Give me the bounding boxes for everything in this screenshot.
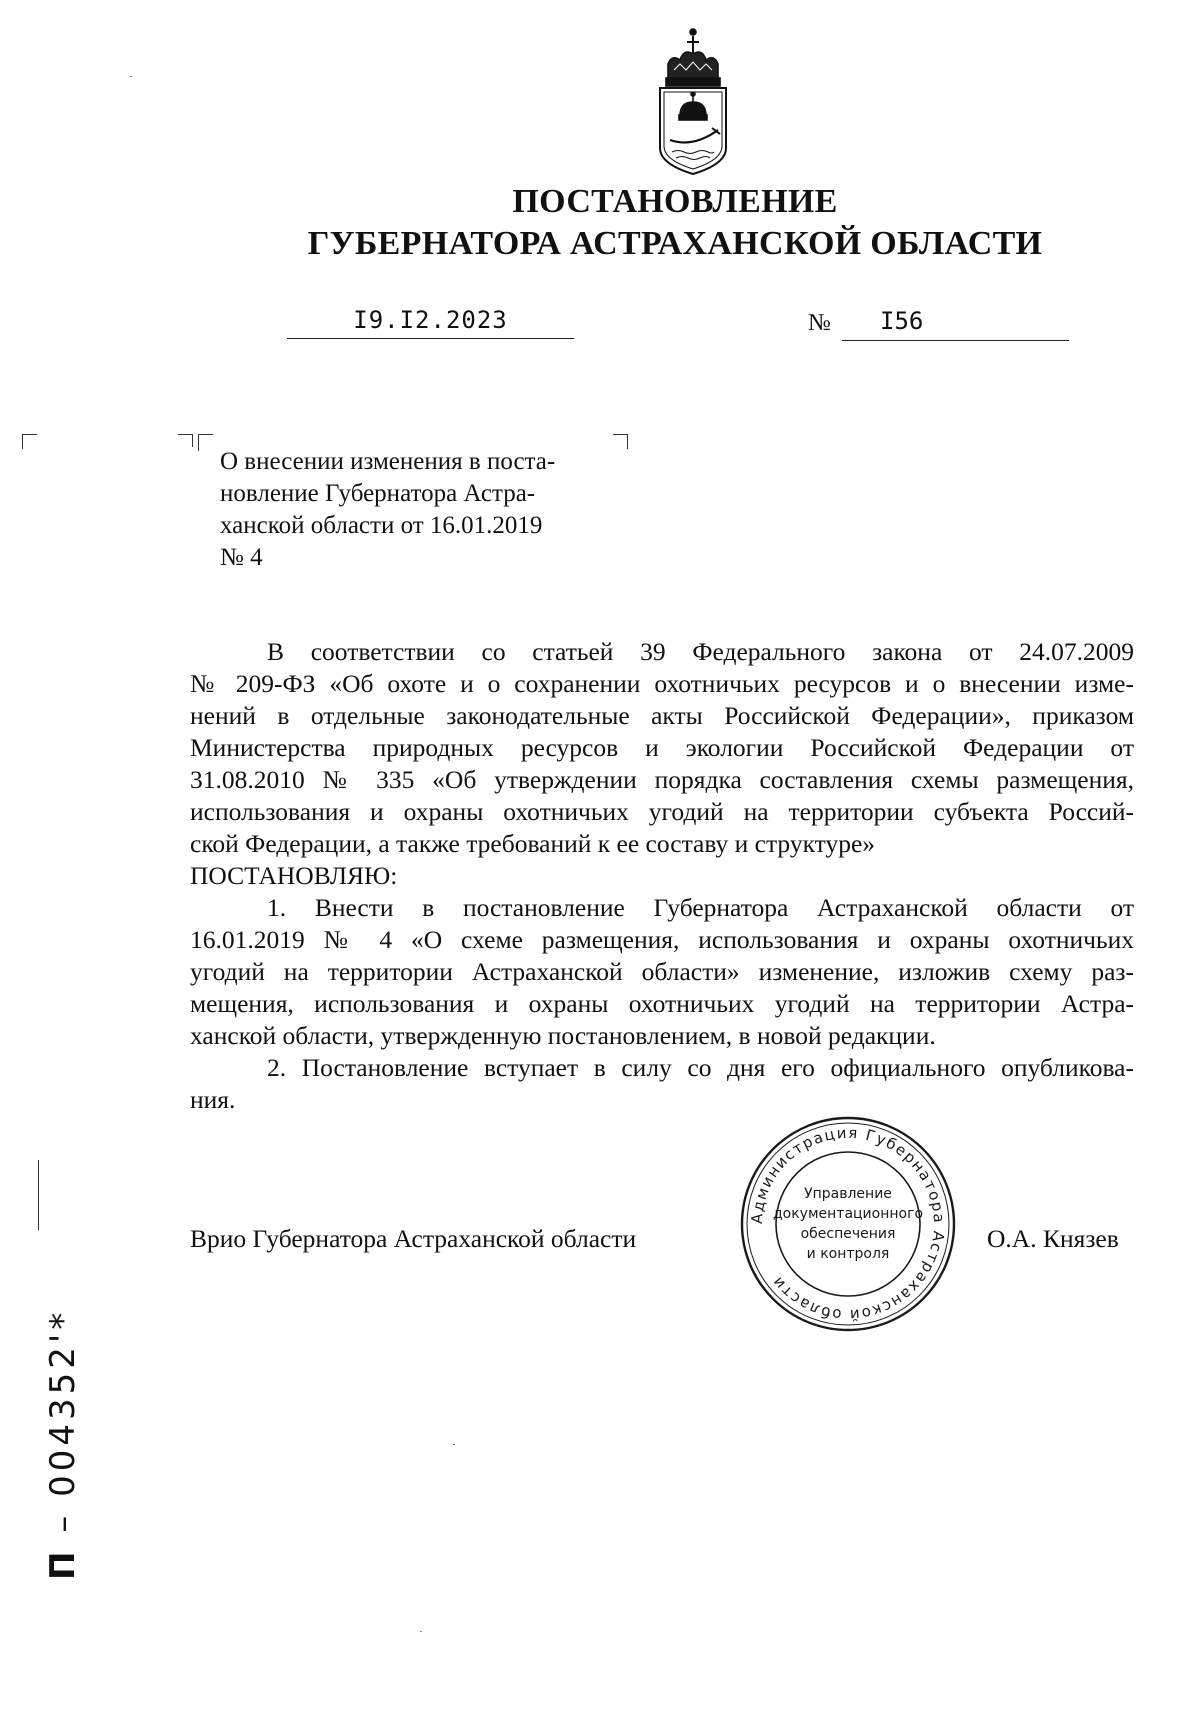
stamp-inner-line: обеспечения (800, 1226, 896, 1242)
margin-code-rest: – 004352'* (43, 1308, 83, 1548)
body-line: Министерства природных ресурсов и экологии Российской Федерации от (190, 733, 1134, 762)
scan-speck (130, 76, 132, 77)
body-line: 31.08.2010 № 335 «Об утверждении порядка составления схемы размещения, (190, 765, 1134, 794)
margin-line (38, 1160, 39, 1230)
body-line: 16.01.2019 № 4 «О схеме размещения, использования и охраны охотничьих (190, 925, 1134, 954)
body-line: ханской области, утвержденную постановлением, в новой редакции. (190, 1021, 936, 1050)
document-title-line-2: ГУБЕРНАТОРА АСТРАХАНСКОЙ ОБЛАСТИ (307, 225, 1043, 262)
body-line-resolution: ПОСТАНОВЛЯЮ: (190, 861, 398, 890)
official-stamp (738, 1114, 958, 1334)
scan-speck (453, 1444, 455, 1445)
body-line: нений в отдельные законодательные акты Российской Федерации», приказом (190, 701, 1134, 730)
margin-code-prefix: П (43, 1547, 83, 1580)
svg-text:Администрация Губернатора Астр (748, 1124, 948, 1324)
corner-mark-subject-left-outer (178, 434, 193, 447)
corner-mark-subject-left-inner (198, 434, 213, 451)
document-date: I9.I2.2023 (353, 306, 508, 334)
body-line: 1. Внести в постановление Губернатора Астраханской области от (267, 893, 1134, 922)
coat-of-arms-icon (650, 18, 736, 178)
stamp-inner-line: Управление (804, 1186, 892, 1202)
stamp-inner-line: и контроля (806, 1246, 890, 1262)
stamp-outer-text: Администрация Губернатора Астраханской области (747, 1123, 949, 1325)
stamp-inner-line: документационного (772, 1206, 924, 1222)
corner-mark-left (22, 434, 37, 449)
body-line: В соответствии со статьей 39 Федерального закона от 24.07.2009 (267, 637, 1134, 666)
scan-speck (420, 1631, 422, 1632)
margin-registration-code (43, 1309, 83, 1580)
signature-name: О.А. Князев (987, 1224, 1119, 1253)
corner-mark-subject-right (613, 434, 628, 449)
body-line: 2. Постановление вступает в силу со дня его официального опубликова- (267, 1053, 1134, 1082)
number-label: № (808, 310, 831, 336)
document-subject: О внесении изменения в поста- новление Губернатора Астра- ханской области от 16.01.2019 № 4 (220, 448, 556, 571)
document-number: I56 (880, 307, 924, 335)
body-line: мещения, использования и охраны охотничьих угодий на территории Астра- (190, 989, 1134, 1018)
number-underline (842, 340, 1069, 341)
body-line: использования и охраны охотничьих угодий на территории субъекта Россий- (190, 797, 1134, 826)
date-underline (287, 338, 574, 339)
body-line: угодий на территории Астраханской области» изменение, изложив схему раз- (190, 957, 1134, 986)
signature-role: Врио Губернатора Астраханской области (190, 1224, 637, 1253)
body-line: ской Федерации, а также требований к ее составу и структуре» (190, 829, 876, 858)
body-line: ния. (190, 1085, 236, 1114)
body-line: № 209-ФЗ «Об охоте и о сохранении охотничьих ресурсов и о внесении изме- (190, 669, 1134, 698)
document-title-line-1: ПОСТАНОВЛЕНИЕ (512, 183, 838, 220)
